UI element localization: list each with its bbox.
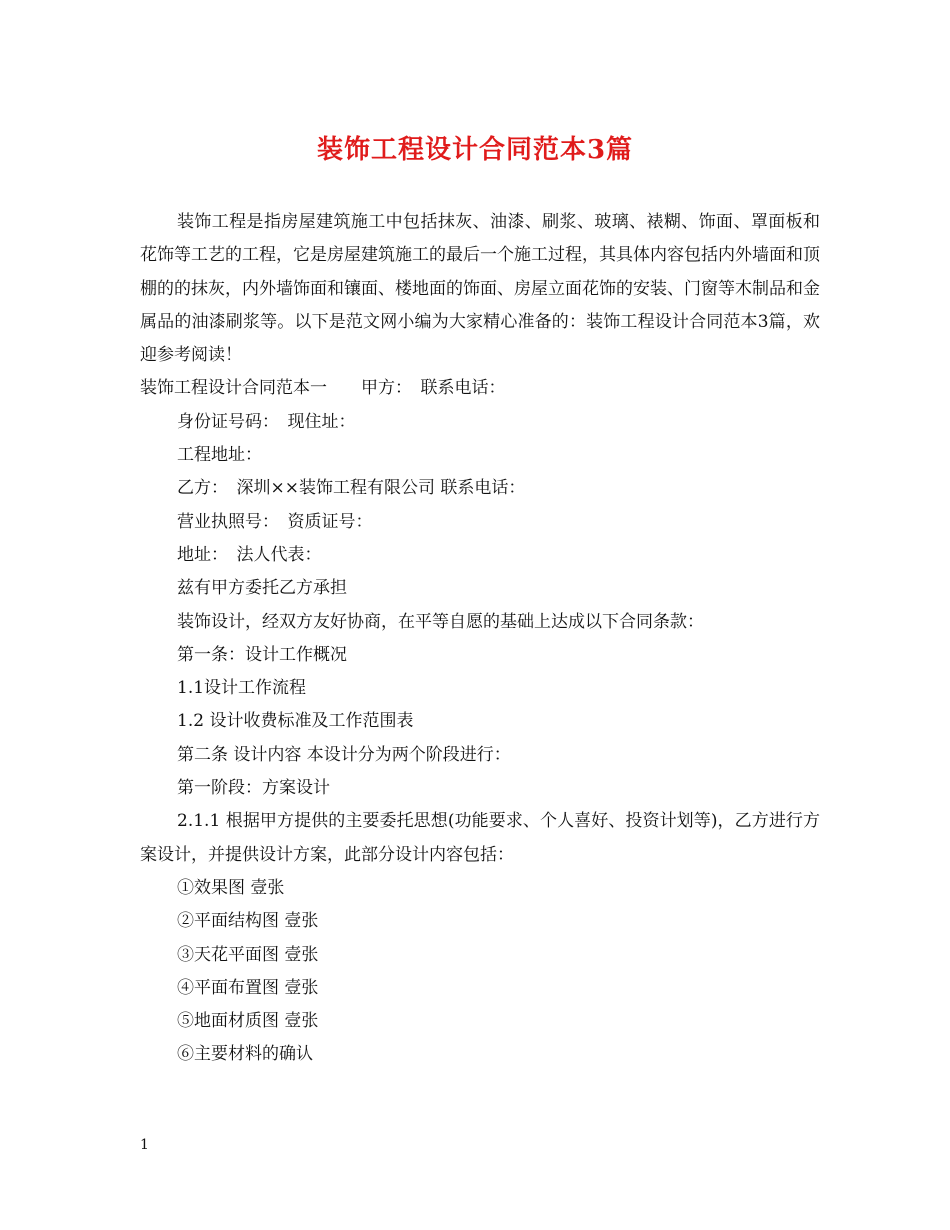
- project-address-line: 工程地址：: [177, 445, 262, 466]
- address-line: 地址： 法人代表：: [177, 544, 322, 565]
- list-item: ⑤地面材质图 壹张: [177, 1011, 319, 1032]
- list-item: ⑥主要材料的确认: [177, 1044, 313, 1065]
- list-item: ①效果图 壹张: [177, 877, 285, 898]
- article-1-heading: 第一条：设计工作概况: [177, 644, 347, 665]
- article-2-heading: 第二条 设计内容 本设计分为两个阶段进行：: [177, 744, 511, 765]
- document-title: 装饰工程设计合同范本3篇: [316, 135, 634, 165]
- id-number-line: 身份证号码： 现住址：: [177, 411, 356, 432]
- intro-paragraph: 装饰工程是指房屋建筑施工中包括抹灰、油漆、刷浆、玻璃、裱糊、饰面、罩面板和花饰等工艺的工程，它是房屋建筑施工的最后一个施工过程，其具体内容包括内外墙面和顶棚的的抹灰，内外墙饰面和镶面、楼地面的饰面、房屋立面花饰的安装、门窗等木制品和金属品的油漆刷浆等。以下是范文网小编为大家精心准备的：装饰工程设计合同范本3篇，欢迎参考阅读！: [140, 212, 820, 366]
- list-item: ③天花平面图 壹张: [177, 944, 319, 965]
- contract-heading-line: 装饰工程设计合同范本一 甲方： 联系电话：: [140, 378, 506, 399]
- page-number: 1: [140, 1137, 149, 1153]
- license-line: 营业执照号： 资质证号：: [177, 511, 373, 532]
- commission-line: 兹有甲方委托乙方承担: [177, 578, 347, 599]
- clause-1-1: 1.1设计工作流程: [177, 678, 307, 699]
- phase-1-heading: 第一阶段：方案设计: [177, 778, 330, 799]
- party-b-line: 乙方： 深圳××装饰工程有限公司 联系电话：: [177, 478, 526, 499]
- document-body: [140, 206, 820, 1072]
- agreement-line: 装饰设计，经双方友好协商，在平等自愿的基础上达成以下合同条款：: [177, 611, 704, 632]
- list-item: ②平面结构图 壹张: [177, 911, 319, 932]
- clause-2-1-1: 2.1.1 根据甲方提供的主要委托思想(功能要求、个人喜好、投资计划等)，乙方进行方案设计，并提供设计方案，此部分设计内容包括：: [140, 811, 820, 865]
- list-item: ④平面布置图 壹张: [177, 977, 319, 998]
- clause-1-2: 1.2 设计收费标准及工作范围表: [177, 711, 414, 732]
